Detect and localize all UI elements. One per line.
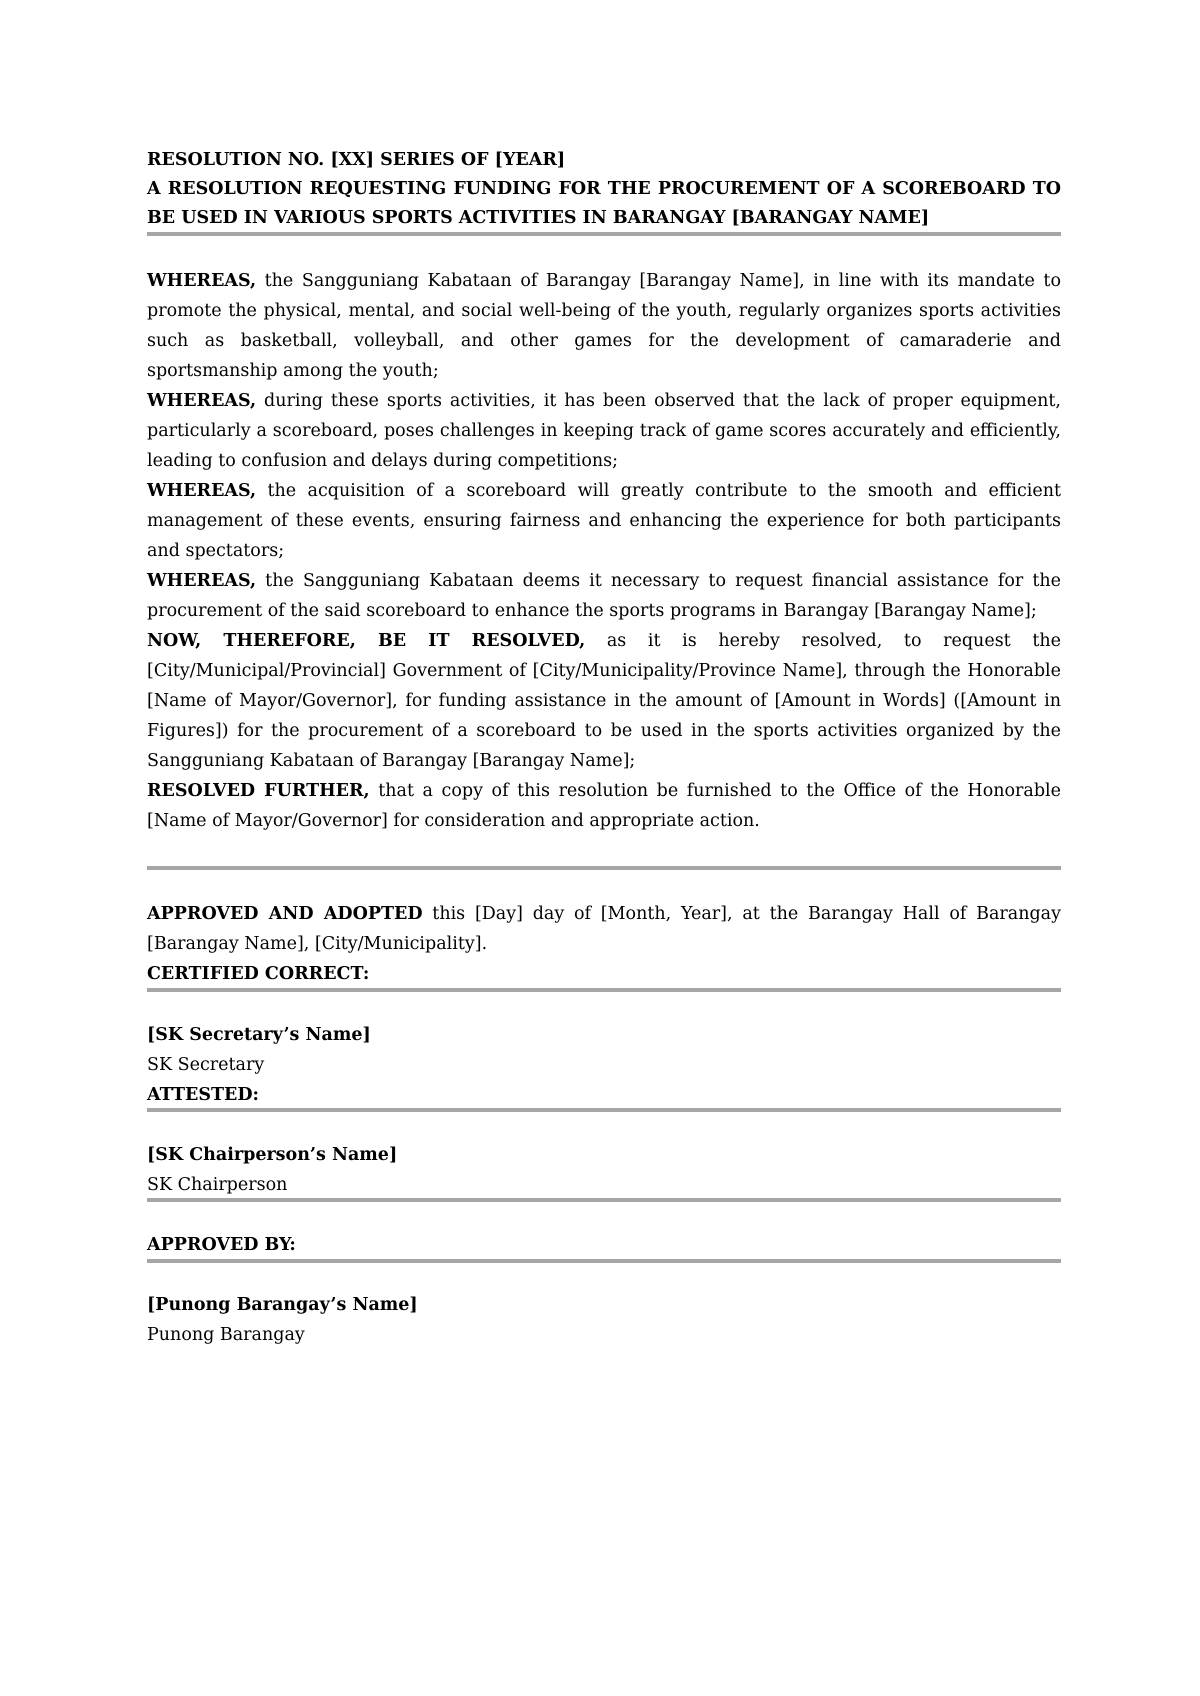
approval-text: this [Day] day of [Month, Year], at the Barangay Hall of Barangay [Barangay Name], [City/Municipality]. [147, 904, 1061, 954]
secretary-signature-block [147, 1020, 1061, 1110]
clause-keyword: WHEREAS, [147, 481, 257, 501]
secretary-title: SK Secretary [147, 1055, 265, 1075]
clauses-section [147, 266, 1061, 836]
clause-text: the Sangguniang Kabataan deems it necessary to request financial assistance for the procurement of the said scoreboard to enhance the sports programs in Barangay [Barangay Name]; [147, 571, 1061, 621]
certified-label: CERTIFIED CORRECT: [147, 964, 370, 984]
clause-paragraph [147, 566, 1061, 626]
divider-rule [147, 1198, 1061, 1202]
chairperson-title: SK Chairperson [147, 1175, 288, 1195]
clause-keyword: RESOLVED FURTHER, [147, 781, 370, 801]
attested-label: ATTESTED: [147, 1085, 260, 1105]
approved-by-block [147, 1230, 1061, 1260]
divider-rule [147, 1259, 1061, 1263]
divider-rule [147, 1108, 1061, 1112]
approval-keyword: APPROVED AND ADOPTED [147, 904, 423, 924]
approval-section [147, 899, 1061, 989]
chairperson-name: [SK Chairperson’s Name] [147, 1145, 398, 1165]
divider-rule [147, 866, 1061, 870]
approved-by-label: APPROVED BY: [147, 1235, 296, 1255]
divider-rule [147, 232, 1061, 236]
clause-keyword: WHEREAS, [147, 391, 257, 411]
clause-keyword: WHEREAS, [147, 271, 257, 291]
clause-text: during these sports activities, it has been observed that the lack of proper equipment, particularly a scoreboard, poses challenges in keeping track of game scores accurately and efficiently, leading to confusion and delays during competitions; [147, 391, 1061, 471]
clause-text: the acquisition of a scoreboard will greatly contribute to the smooth and efficient management of these events, ensuring fairness and enhancing the experience for both participants and spectators; [147, 481, 1061, 561]
clause-text: the Sangguniang Kabataan of Barangay [Barangay Name], in line with its mandate to promote the physical, mental, and social well-being of the youth, regularly organizes sports activities such as basketball, volleyball, and other games for the development of camaraderie and sportsmanship among the youth; [147, 271, 1061, 381]
approval-paragraph [147, 899, 1061, 959]
clause-text: that a copy of this resolution be furnished to the Office of the Honorable [Name of Mayor/Governor] for consideration and appropriate action. [147, 781, 1061, 831]
clause-paragraph [147, 776, 1061, 836]
punong-signature-block [147, 1290, 1061, 1350]
secretary-name: [SK Secretary’s Name] [147, 1025, 371, 1045]
divider-rule [147, 988, 1061, 992]
resolution-subject: A RESOLUTION REQUESTING FUNDING FOR THE PROCUREMENT OF A SCOREBOARD TO BE USED IN VARIOUS SPORTS ACTIVITIES IN BARANGAY [BARANGAY NAME] [147, 179, 1061, 228]
clause-keyword: WHEREAS, [147, 571, 257, 591]
clause-paragraph [147, 386, 1061, 476]
punong-title: Punong Barangay [147, 1325, 305, 1345]
resolution-number: RESOLUTION NO. [XX] SERIES OF [YEAR] [147, 150, 566, 170]
resolution-title [147, 146, 1061, 233]
clause-text: as it is hereby resolved, to request the [City/Municipal/Provincial] Government of [City/Municipality/Province Name], through the Honorable [Name of Mayor/Governor], for funding assistance in the amount of [Amount in Words] ([Amount in Figures]) for the procurement of a scoreboard to be used in the sports activities organized by the Sangguniang Kabataan of Barangay [Barangay Name]; [147, 631, 1061, 771]
clause-paragraph [147, 626, 1061, 776]
punong-name: [Punong Barangay’s Name] [147, 1295, 418, 1315]
clause-keyword: NOW, THEREFORE, BE IT RESOLVED, [147, 631, 586, 651]
clause-paragraph [147, 266, 1061, 386]
chairperson-signature-block [147, 1140, 1061, 1200]
clause-paragraph [147, 476, 1061, 566]
